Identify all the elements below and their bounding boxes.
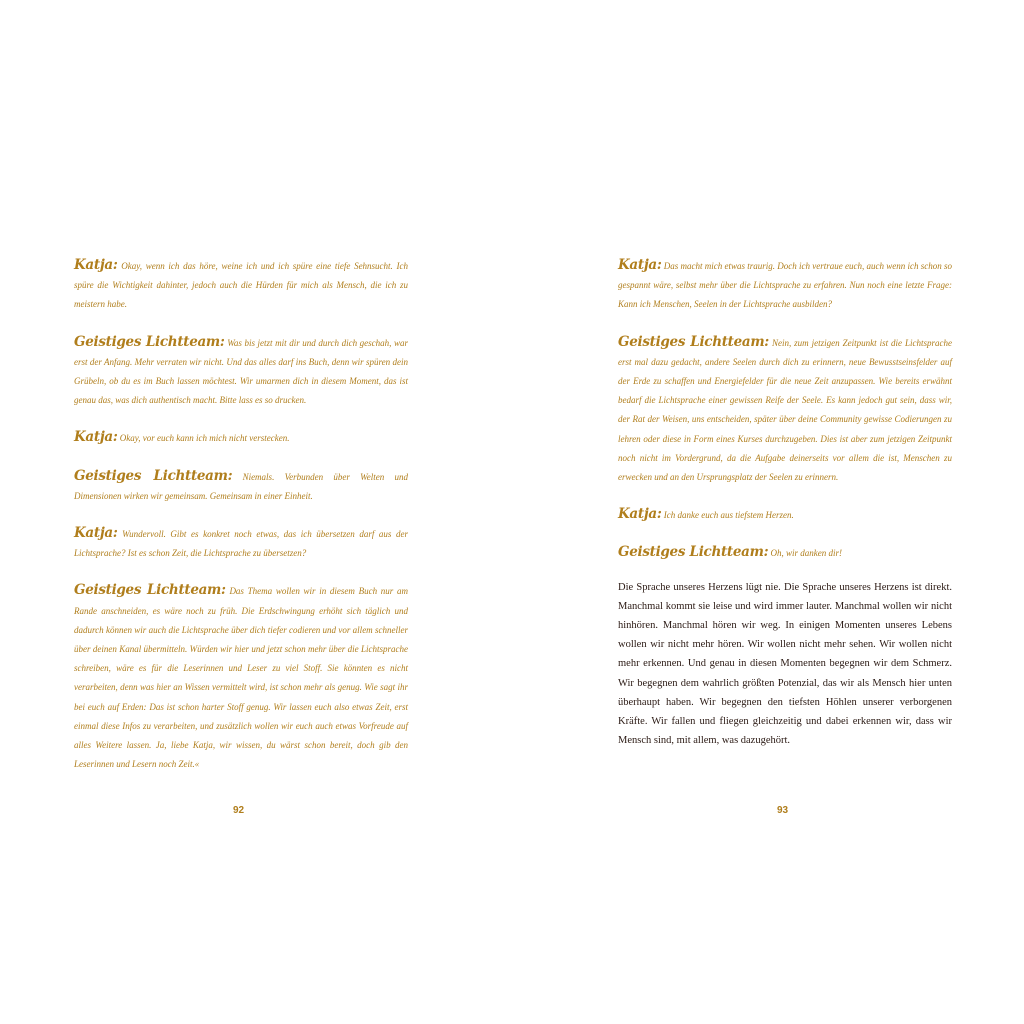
dialogue-text: Oh, wir danken dir! — [770, 548, 843, 559]
dialogue-block — [618, 333, 952, 488]
speaker-name: Katja: — [618, 506, 662, 523]
dialogue-text: Okay, vor euch kann ich mich nicht verstecken. — [119, 433, 290, 444]
prose-paragraph: Die Sprache unseres Herzens lügt nie. Die Sprache unseres Herzens ist direkt. Manchmal kommt sie leise und wird immer lauter. Manchmal wollen wir nicht hinhören. Manchmal hören wir weg. In einigen Momenten unseres Lebens wollen wir nicht mehr hören. Wir wollen nicht mehr sehen. Wir wollen nicht mehr erkennen. Und genau in diesen Momenten begegnen wir dem Schmerz. Wir begegnen dem wahrlich größten Potenzial, das wir als Mensch hier unten überhaupt haben. Wir begegnen den tiefsten Höhlen unserer verborgenen Kräfte. Wir fallen und fliegen gleichzeitig und dabei erkennen wir, dass wir Mensch sind, mit allem, was dazugehört. — [618, 581, 952, 747]
dialogue-text: Niemals. Verbunden über Welten und Dimensionen wirken wir gemeinsam. Gemeinsam in einer Einheit. — [74, 471, 409, 501]
speaker-name: Geistiges Lichtteam: — [74, 333, 225, 350]
dialogue-block — [74, 524, 408, 563]
speaker-name: Geistiges Lichtteam: — [74, 467, 233, 484]
speaker-name: Katja: — [74, 525, 118, 542]
dialogue-text: Ich danke euch aus tiefstem Herzen. — [663, 510, 794, 521]
dialogue-block — [618, 505, 952, 525]
dialogue-text: Okay, wenn ich das höre, weine ich und ich spüre eine tiefe Sehnsucht. Ich spüre die Wichtigkeit dahinter, jedoch auch die Hürden für mich als Mensch, die ich zu meistern habe. — [74, 261, 409, 310]
dialogue-text: Das macht mich etwas traurig. Doch ich vertraue euch, auch wenn ich schon so gespannt wäre, selbst mehr über die Lichtsprache zu erfahren. Nun noch eine letzte Frage: Kann ich Menschen, Seelen in der Lichtsprache ausbilden? — [618, 261, 952, 310]
dialogue-block — [74, 428, 408, 448]
speaker-name: Geistiges Lichtteam: — [74, 582, 226, 599]
dialogue-text: Was bis jetzt mit dir und durch dich geschah, war erst der Anfang. Mehr verraten wir nicht. Und das alles darf ins Buch, denn wir spüren dein Grübeln, ob du es im Buch lassen möchtest. Wir umarmen dich in diesem Moment, das ist genau das, was dich authentisch macht. Bitte lass es so drucken. — [74, 337, 409, 406]
dialogue-block — [618, 543, 952, 563]
speaker-name: Katja: — [74, 257, 118, 273]
speaker-name: Geistiges Lichtteam: — [618, 333, 769, 350]
dialogue-block — [74, 256, 408, 315]
speaker-name: Katja: — [74, 429, 118, 446]
right-page — [618, 256, 952, 750]
dialogue-block — [74, 333, 408, 411]
speaker-name: Katja: — [618, 257, 662, 273]
page-number-right: 93 — [777, 805, 789, 816]
dialogue-block — [74, 581, 408, 774]
speaker-name: Geistiges Lichtteam: — [618, 544, 769, 561]
dialogue-block — [74, 467, 408, 506]
page-number-left: 92 — [233, 805, 245, 816]
dialogue-text: Wundervoll. Gibt es konkret noch etwas, das ich übersetzen darf aus der Lichtsprache? Ist es schon Zeit, die Lichtsprache zu übersetzen? — [74, 529, 409, 559]
dialogue-text: Nein, zum jetzigen Zeitpunkt ist die Lichtsprache erst mal dazu gedacht, andere Seelen durch dich zu erinnern, neue Bewusstseinsfelder auf der Erde zu schaffen und Energiefelder für die neue Zeit anzupassen. Wie bereits erwähnt bedarf die Lichtsprache einer gewissen Reife der Seele. Es kann jedoch gut sein, dass wir, der Rat der Weisen, uns entscheiden, später über deine Community gewisse Codierungen zu lehren oder diese in Form eines Kurses durchzugeben. Dies ist aber zum jetzigen Zeitpunkt noch nicht im Vordergrund, da die Aufgabe deinerseits vor allem die ist, Menschen zu erwecken und an den Ursprungsplatz der Seelen zu erinnern. — [618, 337, 953, 483]
dialogue-text: Das Thema wollen wir in diesem Buch nur am Rande anschneiden, es wäre noch zu früh. Die Erdschwingung erhöht sich täglich und dadurch können wir auch die Lichtsprache über dich tiefer codieren und vor allem schneller über deinen Kanal übermitteln. Würden wir hier und jetzt schon mehr über die Lichtsprache schreiben, wäre es für die Leserinnen und Leser zu viel Stoff. Sie könnten es nicht verarbeiten, denn was hier an Wissen vermittelt wird, ist schon mehr als genug. Wie sagt ihr bei euch auf Erden: Das ist schon harter Stoff genug. Wir lassen euch also etwas Zeit, erst einmal diese Infos zu verarbeiten, und zusätzlich wollen wir euch auch etwas Vorfreude auf alles Weitere lassen. Ja, liebe Katja, wir wissen, du wärst schon bereit, doch gib den Leserinnen und Lesern noch Zeit.« — [74, 586, 409, 770]
dialogue-block — [618, 256, 952, 315]
left-page — [74, 256, 408, 792]
